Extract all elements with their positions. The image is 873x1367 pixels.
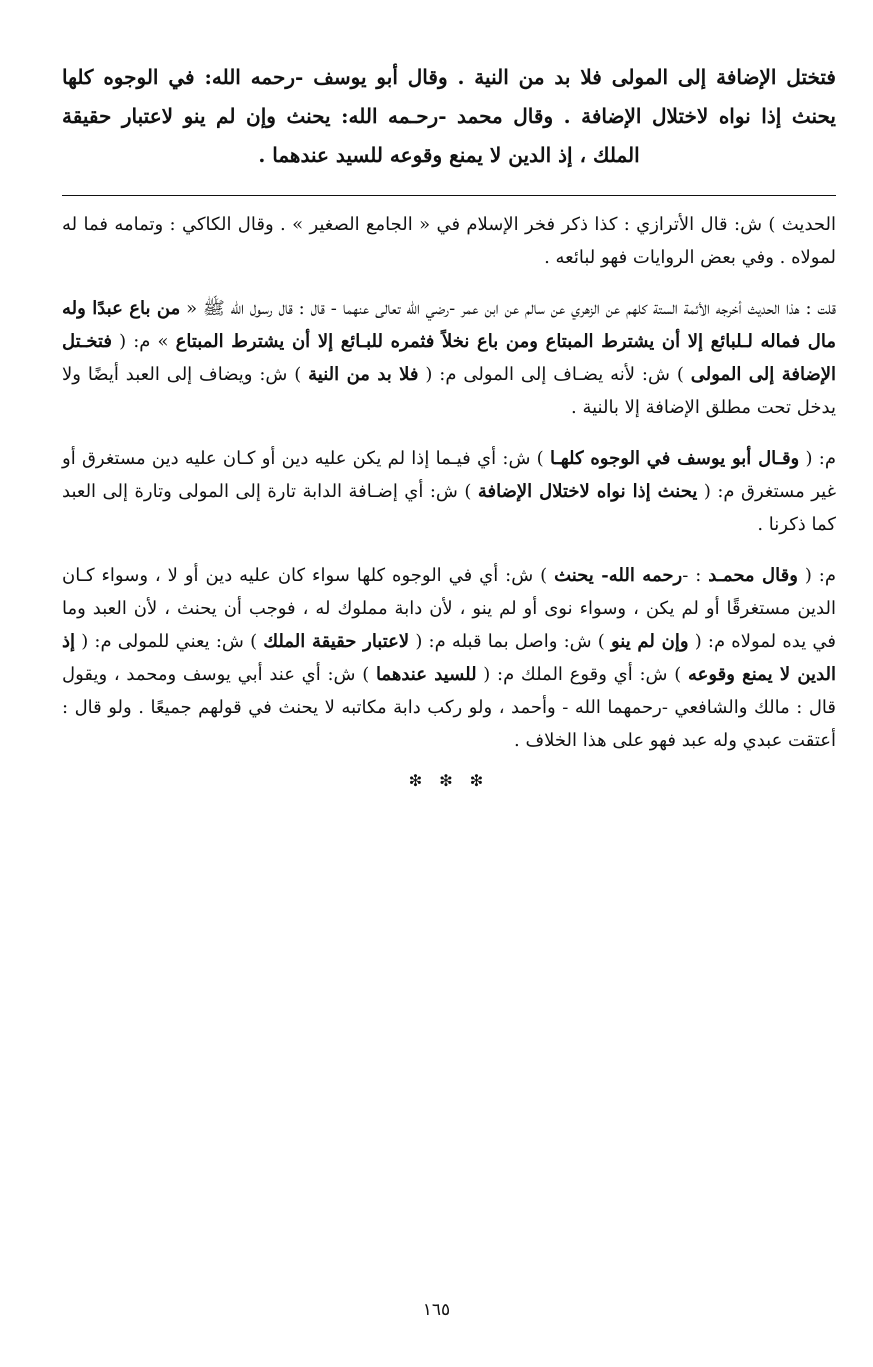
commentary (62, 208, 836, 790)
commentary-text: قلت : هذا الحديث أخرجه الأئمة الستة كلهم عن الزهري عن سالم عن ابن عمر -رضي الله تعالى عنهما - قال : قال رسول الله ﷺ « (180, 298, 836, 319)
matn-quote: وإن لم ينو (610, 631, 689, 652)
matn-quote: يحنث إذا نواه لاختلال الإضافة (477, 481, 698, 502)
hadith-quote: من باع عبدًا وله مال فماله لـلبائع إلا أن يشترط المبتاع ومن باع نخلاً فثمره للبـائع إلا أن يشترط المبتاع (62, 298, 836, 352)
commentary-text: ) ش: يعني للمولى م: ( (75, 631, 264, 652)
matn-quote: للسيد عندهما (375, 664, 477, 685)
matn-quote: رحمه الله- يحنث (554, 565, 683, 586)
commentary-paragraph-1: الحديث ) ش: قال الأترازي : كذا ذكر فخر الإسلام في « الجامع الصغير » . وقال الكاكي : وتمامه فما له لمولاه . وفي بعض الروايات فهو لبائعه . (62, 214, 836, 268)
commentary-text: ) ش: واصل بما قبله م: ( (409, 631, 611, 652)
commentary-text: ) ش: أي إضـافة الدابة تارة إلى المولى وتارة إلى العبد كما ذكرنا . (62, 481, 836, 535)
commentary-paragraph-4 (62, 559, 836, 757)
commentary-text: ) ش: أي في الوجوه كلها سواء كان عليه دين أو لا ، وسواء كـان الدين مستغرقًا أو لم يكن ، وسواء نوى أو لم ينو ، لأن دابة مملوك له ، فوجب أن يحنث ، لأن العبد وما في يده لمولاه م: ( (62, 565, 836, 652)
matn-quote: لاعتبار حقيقة الملك (263, 631, 410, 652)
text-divider (62, 195, 836, 196)
matn-quote: إذ الدين لا يمنع وقوعه (62, 631, 837, 685)
commentary-text: : - (682, 565, 709, 586)
commentary-paragraph-3 (62, 442, 836, 541)
matn-quote: فتخـتل الإضافة إلى المولى (62, 331, 836, 385)
commentary-text: ) ش: لأنه يضـاف إلى المولى م: ( (418, 364, 691, 385)
commentary-text: ) ش: أي عند أبي يوسف ومحمد ، ويقول قال : مالك والشافعي -رحمهما الله - وأحمد ، ولو ركب دابة مكاتبه لا يحنث في قولهم جميعًا . ولو قال : أعتقت عبدي وله عبد فهو على هذا الخلاف . (62, 664, 836, 751)
commentary-text: م: ( (797, 565, 836, 586)
commentary-text: ) ش: أي فيـما إذا لم يكن عليه دين أو كـان عليه دين مستغرق أو غير مستغرق م: ( (62, 448, 836, 502)
commentary-text: » م: ( (112, 331, 176, 352)
matn-quote: فلا بد من النية (308, 364, 419, 385)
page-number: ١٦٥ (422, 1300, 451, 1320)
commentary-text: ) ش: ويضاف إلى العبد أيضًا ولا يدخل تحت مطلق الإضافة إلا بالنية . (62, 364, 836, 418)
matn-quote: وقال محمـد (708, 565, 798, 586)
matn-quote: وقـال أبو يوسف في الوجوه كلهـا (549, 448, 800, 469)
section-separator-stars: ❇ ❇ ❇ (408, 771, 490, 790)
page-body (62, 58, 836, 790)
commentary-paragraph-2 (62, 292, 836, 424)
main-text: فتختل الإضافة إلى المولى فلا بد من النية . وقال أبو يوسف -رحمه الله: في الوجوه كلها يحنث إذا نواه لاختلال الإضافة . وقال محمد -رحـمه الله: يحنث وإن لم ينو لاعتبار حقيقة الملك ، إذ الدين لا يمنع وقوعه للسيد عندهما . (62, 65, 836, 167)
commentary-text: ) ش: أي وقوع الملك م: ( (476, 664, 688, 685)
commentary-text: م: ( (799, 448, 836, 469)
